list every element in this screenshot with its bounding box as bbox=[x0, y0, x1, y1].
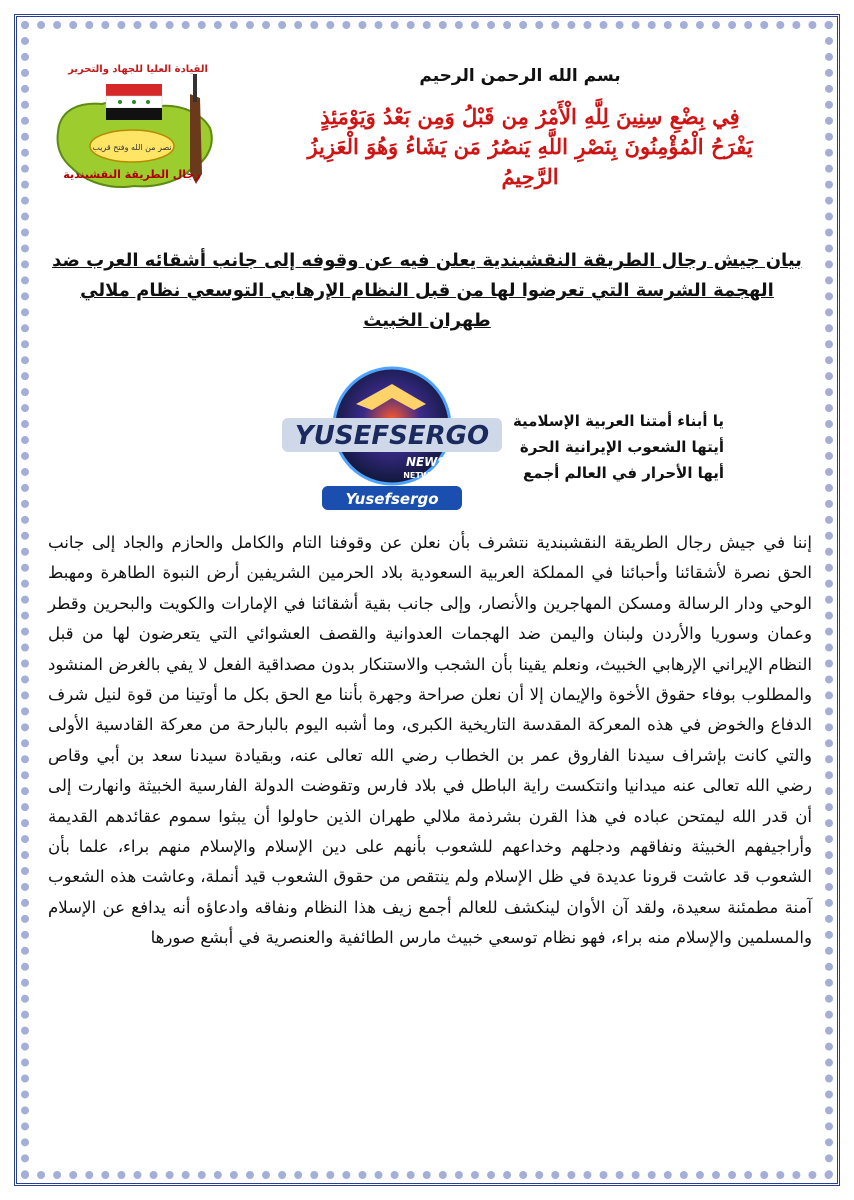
watermark-handle: Yusefsergo bbox=[345, 490, 439, 508]
verse-line-2: يَفْرَحُ الْمُؤْمِنُونَ بِنَصْرِ اللَّهِ يَنصُرُ مَن يَشَاءُ وَهُوَ الْعَزِيزُ bbox=[307, 134, 753, 159]
watermark-network: NETWORK bbox=[403, 471, 449, 480]
statement-title bbox=[42, 246, 812, 336]
document-page bbox=[34, 34, 820, 1166]
yusefsergo-watermark-logo bbox=[276, 364, 508, 514]
title-line-1: بيان جيش رجال الطريقة النقشبندية يعلن فيه عن وقوفه إلى جانب أشقائه العرب ضد bbox=[52, 250, 802, 271]
logo-bottom-text: رجال الطريقة النقشبندية bbox=[63, 168, 201, 181]
verse-line-3: الرَّحِيمُ bbox=[501, 164, 559, 189]
quran-verse bbox=[250, 102, 810, 192]
title-line-2: الهجمة الشرسة التي تعرضوا لها من قبل النظام الإرهابي التوسعي نظام ملالي bbox=[80, 280, 774, 301]
watermark-brand: YUSEFSERGO bbox=[294, 421, 490, 451]
statement-body: إننا في جيش رجال الطريقة النقشبندية نتشرف بأن نعلن عن وقوفنا التام والكامل والحازم والجاد إلى جانب الحق نصرة لأشقائنا وأحبائنا في المملكة العربية السعودية بلاد الحرمين الشريفين أرض النبوة الطاهرة ومهبط الوحي ودار الرسالة ومسكن المهاجرين والأنصار، وإلى جانب بقية أشقائنا في الإمارات والكويت والبحرين وقطر وعمان وسوريا والأردن ولبنان واليمن ضد الهجمات العدوانية والقصف العشوائي التي يتعرضون لها من قبل النظام الإيراني الإرهابي الخبيث، ونعلم يقينا بأن الشجب والاستنكار بدون مصداقية الفعل لا يفي بالغرض المنشود والمطلوب بوفاء حقوق الأخوة والإيمان إلا أن نعلن صراحة وجهرة بأننا مع الحق بكل ما أوتينا من قوة لنيل شرف الدفاع والخوض في هذه المعركة المقدسة التاريخية الكبرى، وما أشبه اليوم بالبارحة من معركة القادسية الأولى والتي كانت بإشراف سيدنا الفاروق عمر بن الخطاب رضي الله تعالى عنه، وبقيادة سيدنا سعد بن أبي وقاص رضي الله تعالى عنه ميدانيا وانتكست راية الباطل في بلاد فارس وتقوضت الدولة الفارسية الخبيثة وانهارت إلى أن قدر الله ليمتحن عباده في هذا القرن بشرذمة ملالي طهران الذين حاولوا أن يبثوا سموم عقائدهم القديمة وأراجيفهم الخبيثة ونفاقهم ودجلهم وخداعهم للشعوب بأنهم على دين الإسلام والإسلام منهم براء، علما بأن الشعوب قد عاشت قرونا عديدة في ظل الإسلام ولم ينتقص من حقوق الشعوب قيد أنملة، وعاشت هذه الشعوب آمنة مطمئنة سعيدة، ولقد آن الأوان لينكشف للعالم أجمع زيف هذا النظام ونفاقه وادعاؤه أنه يدافع عن الإسلام والمسلمين والإسلام منه براء، فهو نظام توسعي خبيث مارس الطائفية والعنصرية في أبشع صورها bbox=[48, 533, 812, 948]
verse-line-1: فِي بِضْعِ سِنِينَ لِلَّهِ الْأَمْرُ مِن قَبْلُ وَمِن بَعْدُ وَيَوْمَئِذٍ bbox=[320, 104, 740, 129]
basmala: بسم الله الرحمن الرحيم bbox=[419, 66, 621, 86]
watermark-news: NEWS bbox=[405, 455, 447, 469]
naqshbandi-emblem-logo bbox=[50, 54, 226, 204]
salutation-line: أيها الأحرار في العالم أجمع bbox=[523, 464, 724, 482]
salutation-line: يا أبناء أمتنا العربية الإسلامية bbox=[512, 412, 724, 430]
salutation-line: أيتها الشعوب الإيرانية الحرة bbox=[519, 438, 724, 456]
logo-slogan-text: نصر من الله وفتح قريب bbox=[92, 143, 172, 152]
logo-top-text: القيادة العليا للجهاد والتحرير bbox=[68, 64, 208, 75]
title-line-3: طهران الخبيث bbox=[363, 310, 491, 331]
salutations bbox=[494, 408, 724, 486]
